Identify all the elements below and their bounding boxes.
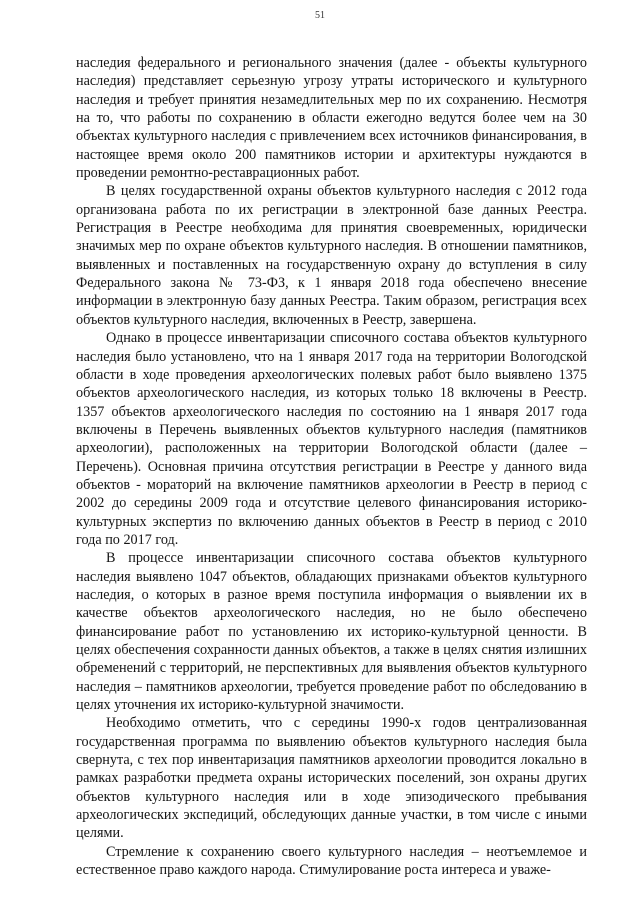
paragraph-archaeology-inventory: Однако в процессе инвентаризации списочного состава объектов культурного наследия было установлено, что на 1 января 2017 года на территории Вологодской области в ходе проведения археологических полевых работ было выявлено 1375 объектов археологического наследия, из которых только 18 включены в Реестр. 1357 объектов археологического наследия по состоянию на 1 января 2017 года включены в Перечень выявленных объектов культурного наследия (памятников археологии), расположенных на территории Вологодской области (далее – Перечень). Основная причина отсутствия регистрации в Реестре у данного вида объектов - мораторий на включение памятников археологии в Реестр в период с 2002 до середины 2009 года и отсутствие целевого финансирования историко-культурных экспертиз по включению данных объектов в Реестр в период с 2010 года по 2017 год. [76,330,587,548]
paragraph-registry-registration: В целях государственной охраны объектов культурного наследия с 2012 года организована работа по их регистрации в электронной базе данных Реестра. Регистрация в Реестре необходима для принятия своевременных, юридически значимых мер по охране объектов культурного наследия. В отношении памятников, выявленных и поставленных на государственную охрану до вступления в силу Федерального закона № 73-ФЗ, к 1 января 2018 года обеспечено внесение информации в электронную базу данных Реестра. Таким образом, регистрация всех объектов культурного наследия, включенных в Реестр, завершена. [76,183,587,328]
paragraph-identified-objects: В процессе инвентаризации списочного состава объектов культурного наследия выявлено 1047 объектов, обладающих признаками объектов культурного наследия, о которых в разное время поступила информация о выявлении их в качестве объектов археологического наследия, но не было обеспечено финансирование работ по установлению их историко-культурной ценности. В целях обеспечения сохранности данных объектов, а также в целях снятия излишних обременений с территорий, не перспективных для выявления объектов культурного наследия – памятников археологии, требуется проведение работ по обследованию в целях уточнения их историко-культурной значимости. [76,550,587,714]
body-text [76,54,587,879]
paragraph-state-program: Необходимо отметить, что с середины 1990-х годов централизованная государственная программа по выявлению объектов культурного наследия была свернута, с тех пор инвентаризация памятников археологии проводится локально в рамках разработки предмета охраны исторических поселений, зон охраны других объектов культурного наследия или в ходе эпизодического пребывания археологических экспедиций, обследующих данные участки, в том числе с иными целями. [76,715,587,842]
page-number: 51 [315,10,325,21]
paragraph-heritage-preservation: Стремление к сохранению своего культурного наследия – неотъемлемое и естественное право каждого народа. Стимулирование роста интереса и уваже- [76,843,587,879]
paragraph-continued: наследия федерального и регионального значения (далее - объекты культурного наследия) представляет серьезную угрозу утраты исторического и культурного наследия и требует принятия незамедлительных мер по их сохранению. Несмотря на то, что работы по сохранению в области ежегодно ведутся более чем на 30 объектах культурного наследия с привлечением всех источников финансирования, в настоящее время около 200 памятников истории и архитектуры нуждаются в проведении ремонтно-реставрационных работ. [76,55,587,182]
